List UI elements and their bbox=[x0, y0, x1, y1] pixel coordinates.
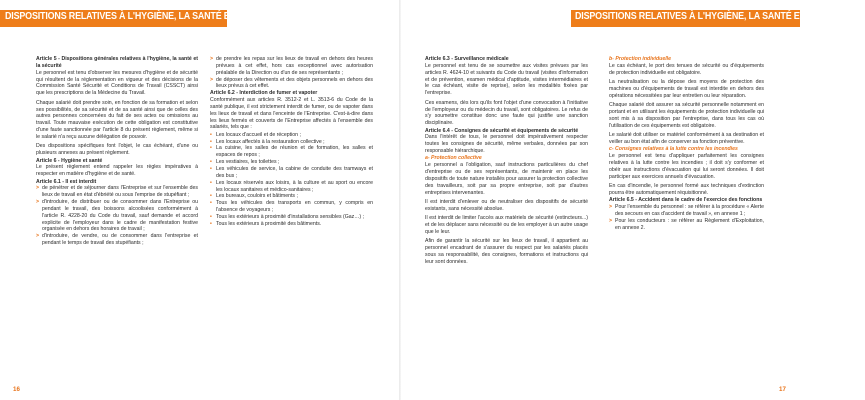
list-item: • Les locaux d'accueil et de réception ; bbox=[210, 131, 301, 138]
collective-protection-paragraph-4: Afin de garantir la sécurité sur les lieux de travail, il appartient au personnel encadrant de s'assurer du respect par les salariés placés sous sa responsabilité, des consignes, formations et instructions qui leur sont données. bbox=[425, 238, 588, 265]
bullet-icon: • bbox=[210, 200, 212, 207]
list-item: > de pénétrer et de séjourner dans l'Entreprise et sur l'ensemble des lieux de travail en état d'ébriété ou sous l'emprise de stupéfiant ; bbox=[36, 185, 198, 199]
column-2 bbox=[210, 56, 373, 228]
article-6-4-title: Article 6.4 - Consignes de sécurité et équipements de sécurité bbox=[425, 127, 579, 134]
bullet-icon: • bbox=[210, 145, 212, 152]
list-item: • Les bureaux, couloirs et bâtiments ; bbox=[210, 193, 298, 200]
list-item: • Les locaux réservés aux loisirs, à la culture et au sport ou encore les locaux sanitaires et médico-sanitaires ; bbox=[210, 179, 373, 193]
list-item: • La cuisine, les salles de réunion et de formation, les salles et espaces de repos ; bbox=[210, 145, 373, 159]
article-6-1-title: Article 6.1 - Il est interdit bbox=[36, 178, 97, 185]
fire-safety-paragraph-1: Le personnel est tenu d'appliquer parfaitement les consignes relatives à la lutte contre les incendies ; il doit s'y conformer et obéir aux instructions d'évacuation qui lui seront données. Il doit participer aux exercices annuels d'évacuation. bbox=[609, 153, 764, 180]
list-item: > de prendre les repas sur les lieux de travail en dehors des heures prévues à cet effet, hors cas exceptionnel avec autorisation préalable de la Direction ou d'un de ses représentants ; bbox=[210, 56, 373, 76]
list-item: > de déposer des vêtements et des objets personnels en dehors des lieux prévus à cet effet. bbox=[210, 76, 373, 90]
list-item: • Tous les véhicules des transports en commun, y compris en l'absence de voyageurs ; bbox=[210, 200, 373, 214]
bullet-icon: • bbox=[210, 131, 212, 138]
article-6-4-paragraph-1: Dans l'intérêt de tous, le personnel doit impérativement respecter toutes les consignes de sécurité, même verbales, données par son responsable hiérarchique. bbox=[425, 134, 588, 155]
list-item: • Les vestiaires, les toilettes ; bbox=[210, 159, 280, 166]
header-band-left bbox=[0, 10, 295, 27]
bullet-icon: • bbox=[210, 138, 212, 145]
header-band-right bbox=[571, 10, 865, 27]
chevron-right-icon: > bbox=[210, 56, 214, 62]
chevron-right-icon: > bbox=[36, 199, 40, 206]
fire-safety-subtitle: c- Consignes relatives à la lutte contre les incendies bbox=[609, 146, 738, 153]
chevron-right-icon: > bbox=[36, 233, 40, 240]
list-item: > Pour l'ensemble du personnel : se référer à la procédure « Alerte des secours en cas d'accident de travail », en annexe 1 ; bbox=[609, 204, 764, 218]
list-item: • Les véhicules de service, la cabine de conduite des tramways et des bus ; bbox=[210, 166, 373, 179]
individual-protection-paragraph-4: Le salarié doit utiliser ce matériel conformément à sa destination et veiller au bon état afin de conserver sa fonction préventive. bbox=[609, 132, 764, 146]
article-5-title: Article 5 - Dispositions générales relatives à l'hygiène, la santé et la sécurité bbox=[36, 56, 198, 69]
article-6-2-list bbox=[210, 132, 373, 228]
bullet-icon: • bbox=[210, 213, 212, 220]
individual-protection-paragraph-2: La neutralisation ou la dépose des moyens de protection des machines ou d'équipements de travail est interdite en dehors des opérations nécessitées par leur entretien ou leur réparation. bbox=[609, 79, 764, 99]
list-item: • Tous les extérieurs à proximité des bâtiments. bbox=[210, 220, 322, 227]
bullet-icon: • bbox=[210, 159, 212, 166]
article-6-3-title: Article 6.3 - Surveillance médicale bbox=[425, 56, 509, 62]
article-6-paragraph-1: Le présent règlement entend rappeler les règles impératives à respecter en matière d'hygiène et de santé. bbox=[36, 164, 198, 178]
article-6-5-title: Article 6.5 - Accident dans le cadre de l'exercice des fonctions bbox=[609, 197, 763, 204]
chevron-right-icon: > bbox=[210, 76, 214, 83]
article-6-1-list bbox=[36, 185, 198, 247]
header-title-right: DISPOSITIONS RELATIVES À L'HYGIÈNE, LA SANTÉ ET LA SÉCURITÉ bbox=[575, 11, 865, 22]
article-6-1-list-continued bbox=[210, 56, 373, 90]
article-5-paragraph-1: Le personnel est tenu d'observer les mesures d'hygiène et de sécurité qui résultent de la réglementation en vigueur et des décisions de la Commission Santé Sécurité et Conditions de Travail (CSSCT) ainsi que les prescriptions de la Médecine du Travail. bbox=[36, 69, 198, 97]
bullet-icon: • bbox=[210, 220, 212, 227]
article-6-2-title: Article 6.2 - Interdiction de fumer et vapoter bbox=[210, 90, 318, 97]
chevron-right-icon: > bbox=[609, 217, 613, 224]
article-6-3-paragraph-2: Ces examens, dès lors qu'ils font l'objet d'une convocation à l'initiative de l'employeur ou du médecin du travail, sont obligatoires. Le refus de s'y soumettre constitue donc une faute qui justifie une sanction disciplinaire. bbox=[425, 99, 588, 127]
header-title-left: DISPOSITIONS RELATIVES À L'HYGIÈNE, LA SANTÉ ET LA SÉCURITÉ bbox=[5, 11, 295, 22]
chevron-right-icon: > bbox=[36, 185, 40, 192]
collective-protection-paragraph-3: Il est interdit de limiter l'accès aux matériels de sécurité (extincteurs...) et de les déplacer sans nécessité ou de les employer à un autre usage que le leur. bbox=[425, 215, 588, 236]
bullet-icon: • bbox=[210, 179, 212, 186]
individual-protection-subtitle: b- Protection individuelle bbox=[609, 56, 671, 62]
collective-protection-paragraph-1: Le personnel a l'obligation, sauf instructions particulières du chef d'entreprise ou de ses représentants, de maintenir en place les dispositifs de toute nature installés pour assurer la protection collective des travailleurs, soit par sa propre entreprise, soit par d'autres entreprises intervenantes. bbox=[425, 162, 588, 196]
list-item: • Tous les extérieurs à proximité d'installations sensibles (Gaz…) ; bbox=[210, 213, 365, 220]
article-6-5-list bbox=[609, 204, 764, 231]
column-1 bbox=[36, 56, 198, 247]
list-item: > d'introduire, de distribuer ou de consommer dans l'Entreprise ou pendant le travail, des boissons alcoolisées conformément à l'article R. 4228-20 du Code du travail, sauf demande et accord explicite de l'employeur dans le cadre de manifestation festive organisée en dehors des horaires de travail ; bbox=[36, 199, 198, 233]
article-6-2-paragraph-1: Conformément aux articles R. 3512-2 et L. 3513-6 du Code de la santé publique, il est strictement interdit de fumer, ou de vapoter dans les lieux de travail et dans l'enceinte de l'Entreprise. C'est-à-dire dans les lieux fermés et couverts de l'Entreprise affectés à l'ensemble des salariés, tels que : bbox=[210, 97, 373, 131]
collective-protection-paragraph-2: Il est interdit d'enlever ou de neutraliser des dispositifs de sécurité existants, sans nécessité absolue. bbox=[425, 199, 588, 212]
column-4 bbox=[609, 56, 764, 232]
page-number-left: 16 bbox=[13, 386, 20, 393]
list-item: > d'introduire, de vendre, ou de consommer dans l'entreprise et pendant le temps de travail des stupéfiants ; bbox=[36, 233, 198, 247]
column-3 bbox=[425, 56, 588, 268]
list-item: • Les locaux affectés à la restauration collective ; bbox=[210, 138, 325, 145]
bullet-icon: • bbox=[210, 166, 212, 172]
individual-protection-paragraph-1: Le cas échéant, le port des tenues de sécurité ou d'équipements de protection individuelle est obligatoire. bbox=[609, 62, 764, 76]
chevron-right-icon: > bbox=[609, 204, 613, 211]
collective-protection-subtitle: a- Protection collective bbox=[425, 155, 482, 162]
bullet-icon: • bbox=[210, 193, 212, 200]
page-number-right: 17 bbox=[779, 386, 786, 393]
fire-safety-paragraph-2: En cas d'incendie, le personnel formé aux techniques d'extinction pourra être automatiquement réquisitionné. bbox=[609, 183, 764, 197]
individual-protection-paragraph-3: Chaque salarié doit assurer sa sécurité personnelle notamment en portant et en utilisant les équipements de protection individuelle qui sont mis à sa disposition par l'entreprise, dans tous les cas où l'utilisation de ces équipements est obligatoire. bbox=[609, 102, 764, 129]
list-item: > Pour les conducteurs : se référer au Règlement d'Exploitation, en annexe 2. bbox=[609, 217, 764, 231]
article-6-title: Article 6 - Hygiène et santé bbox=[36, 157, 103, 164]
article-5-paragraph-2: Chaque salarié doit prendre soin, en fonction de sa formation et selon ses possibilités, de sa sécurité et de sa santé ainsi que de celles des autres personnes concernées du fait de ses actes ou omissions au travail. Toute mauvaise exécution de cette obligation est constitutive d'une faute sanctionnée par l'article 8 du présent règlement, même si le salarié n'a reçu aucune délégation de pouvoir. bbox=[36, 99, 198, 140]
article-5-paragraph-3: Des dispositions spécifiques font l'objet, le cas échéant, d'une ou plusieurs annexes au présent règlement. bbox=[36, 143, 198, 157]
article-6-3-paragraph-1: Le personnel est tenu de se soumettre aux visites prévues par les articles R. 4624-10 et suivants du Code du travail (visites d'information et de prévention, examen médical d'aptitude, visites intermédiaires et le cas échéant, visite de reprise), selon les modalités fixées par l'entreprise. bbox=[425, 62, 588, 97]
